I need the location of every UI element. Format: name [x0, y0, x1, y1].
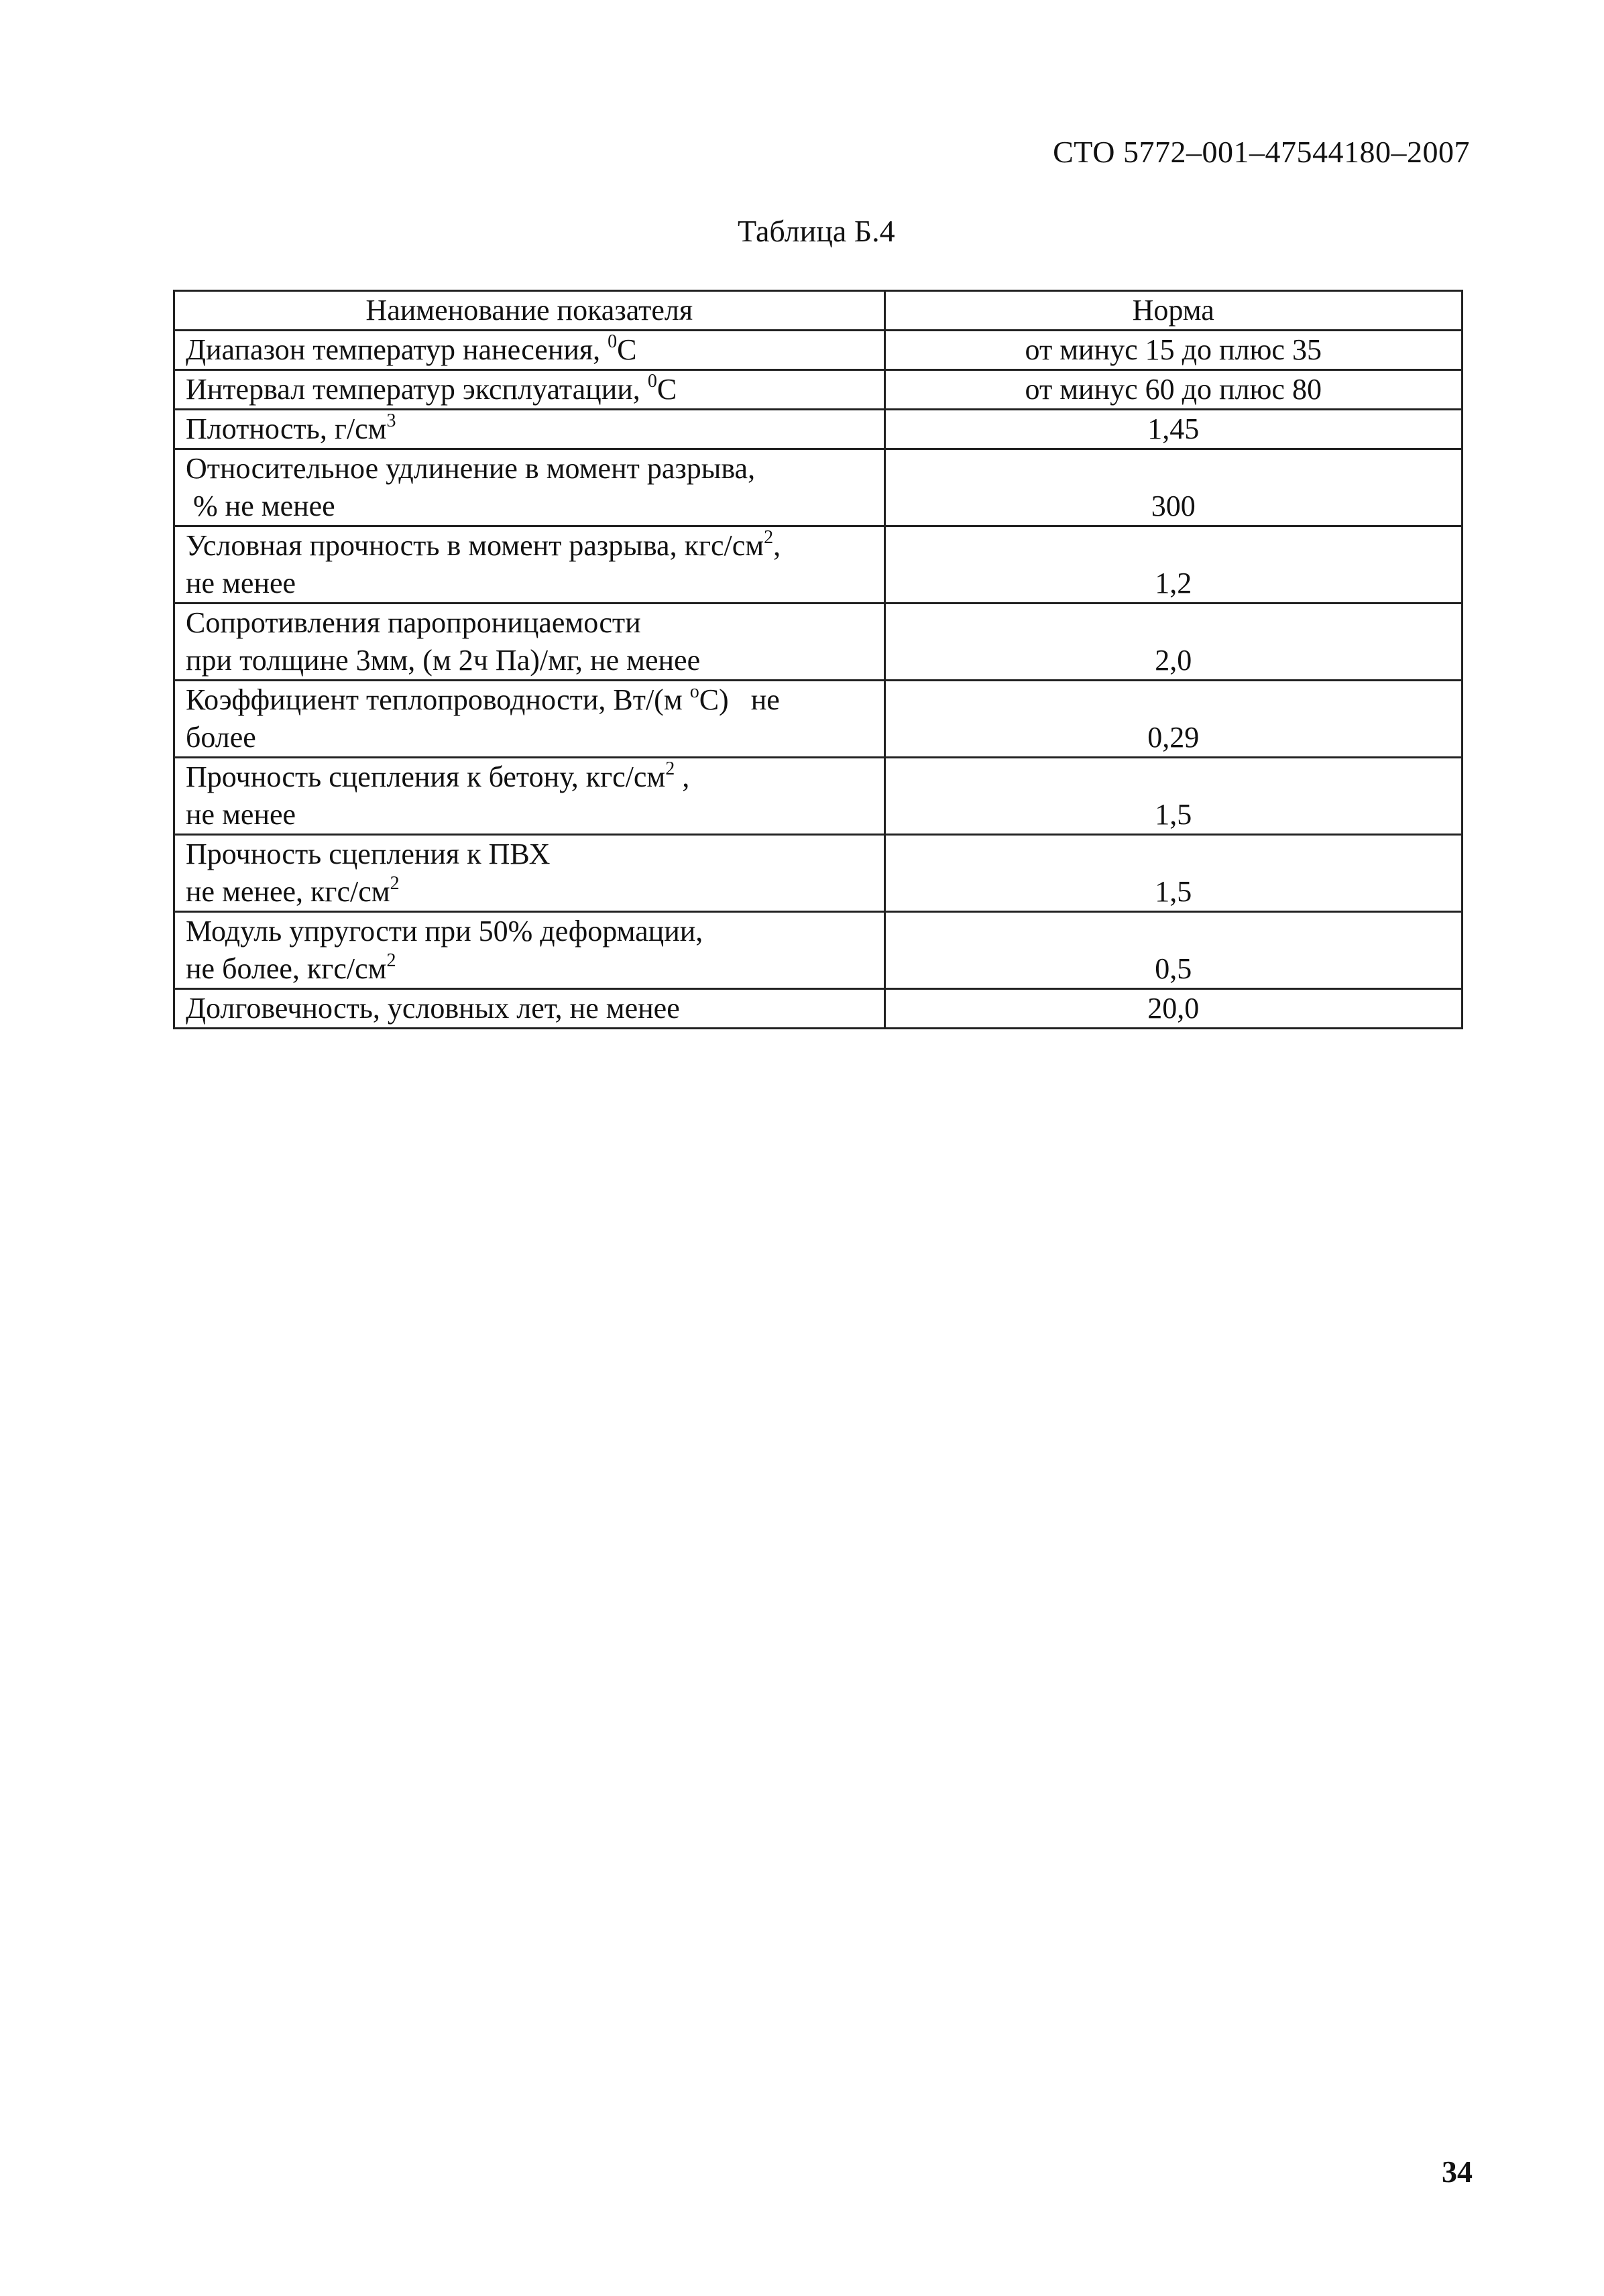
cell-name-line: при толщине 3мм, (м 2ч Па)/мг, не менее: [186, 644, 701, 677]
cell-name-sup: о: [689, 681, 699, 702]
cell-norm: 0,5: [884, 912, 1463, 989]
cell-name-text: не менее, кгс/см: [186, 875, 390, 908]
cell-name: [174, 526, 885, 604]
cell-name-sup: 2: [390, 873, 400, 894]
cell-name: Долговечность, условных лет, не менее: [174, 989, 885, 1029]
cell-norm: 1,5: [884, 758, 1463, 835]
cell-name-text: Интервал температур эксплуатации,: [186, 373, 648, 406]
page-number: 34: [1442, 2155, 1473, 2189]
cell-name-text: Условная прочность в момент разрыва, кгс/см: [186, 529, 764, 562]
cell-name-text: ,: [773, 529, 781, 562]
cell-norm: от минус 60 до плюс 80: [884, 370, 1463, 410]
cell-name-line: [186, 950, 873, 988]
cell-name-sup: 3: [386, 410, 396, 431]
table-row: [174, 526, 1463, 604]
cell-name-line: [186, 873, 873, 911]
table-row: [174, 758, 1463, 835]
cell-name: [174, 681, 885, 758]
cell-norm: 1,5: [884, 835, 1463, 912]
table-row: [174, 604, 1463, 681]
cell-name-line: Сопротивления паропроницаемости: [186, 606, 641, 639]
header-norm: Норма: [884, 291, 1463, 331]
cell-name-text: Диапазон температур нанесения,: [186, 333, 608, 366]
cell-norm: 20,0: [884, 989, 1463, 1029]
cell-name-line: Прочность сцепления к ПВХ: [186, 838, 551, 870]
cell-name-sup: 2: [386, 950, 396, 971]
document-code: СТО 5772–001–47544180–2007: [1053, 135, 1470, 169]
table-row: [174, 331, 1463, 370]
cell-name-line: не менее: [186, 567, 296, 599]
cell-name-line: не менее: [186, 798, 296, 831]
cell-name: [174, 370, 885, 410]
cell-norm: 2,0: [884, 604, 1463, 681]
table-row: [174, 681, 1463, 758]
cell-norm: от минус 15 до плюс 35: [884, 331, 1463, 370]
cell-name: [174, 835, 885, 912]
table-caption: Таблица Б.4: [738, 214, 895, 248]
cell-name: [174, 410, 885, 449]
header-name: Наименование показателя: [174, 291, 885, 331]
cell-name-sup: 2: [665, 758, 675, 779]
cell-name-text: Плотность, г/см: [186, 412, 387, 445]
cell-norm: 1,45: [884, 410, 1463, 449]
cell-norm: 0,29: [884, 681, 1463, 758]
cell-name-sup: 0: [608, 331, 618, 352]
cell-name-text: ,: [675, 760, 690, 793]
table-row: [174, 370, 1463, 410]
cell-norm: 300: [884, 449, 1463, 526]
cell-name-text: Коэффициент теплопроводности, Вт/(м: [186, 683, 690, 716]
cell-name-sup: 2: [764, 527, 774, 548]
cell-name-text: Прочность сцепления к бетону, кгс/см: [186, 760, 666, 793]
cell-name-line: [186, 758, 873, 796]
cell-name-line: % не менее: [186, 490, 335, 522]
cell-name-line: Модуль упругости при 50% деформации,: [186, 915, 703, 948]
cell-name-unit: С: [617, 333, 637, 366]
cell-name: [174, 331, 885, 370]
table-row: [174, 989, 1463, 1029]
cell-name-line: Относительное удлинение в момент разрыва,: [186, 452, 756, 485]
table-row: [174, 410, 1463, 449]
spec-table: [173, 290, 1463, 1029]
cell-name-line: [186, 681, 873, 719]
cell-name-sup: 0: [647, 371, 657, 392]
cell-name: [174, 604, 885, 681]
table-row: [174, 835, 1463, 912]
cell-name-line: [186, 527, 873, 565]
cell-name-text: не более, кгс/см: [186, 952, 387, 985]
cell-name-text: С) не: [699, 683, 780, 716]
cell-name-line: более: [186, 721, 256, 754]
cell-name: [174, 449, 885, 526]
cell-name: [174, 912, 885, 989]
cell-norm: 1,2: [884, 526, 1463, 604]
cell-name-unit: С: [656, 373, 677, 406]
cell-name: [174, 758, 885, 835]
table-row: [174, 912, 1463, 989]
table-header-row: [174, 291, 1463, 331]
table-row: [174, 449, 1463, 526]
